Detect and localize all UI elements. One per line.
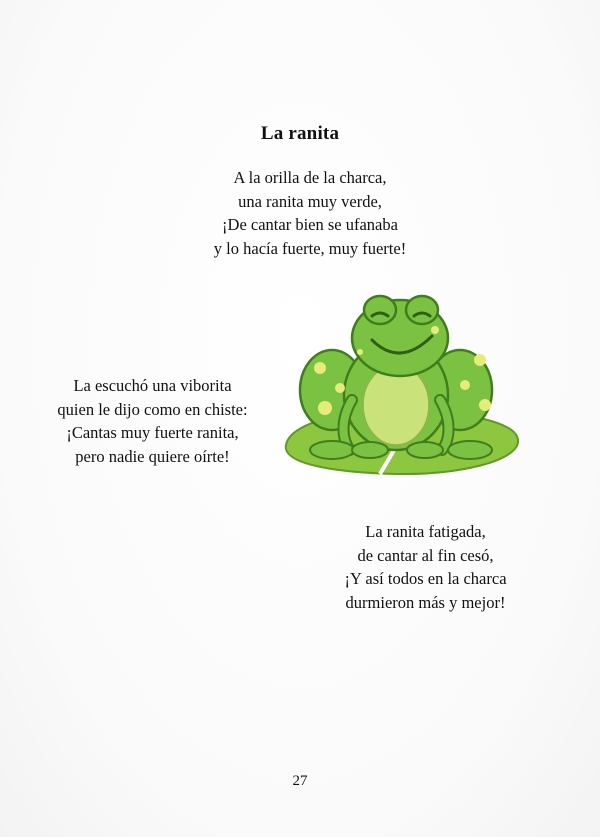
stanza-line: quien le dijo como en chiste:: [57, 399, 248, 419]
page-number: 27: [292, 773, 308, 789]
stanza-line: ¡Cantas muy fuerte ranita,: [66, 423, 239, 443]
stanza-line: La ranita fatigada,: [365, 522, 486, 541]
stanza-line: A la orilla de la charca,: [233, 168, 387, 187]
stanza-line: La escuchó una viborita: [73, 376, 232, 395]
stanza-line: ¡De cantar bien se ufanaba: [222, 215, 398, 235]
stanza-line: durmieron más y mejor!: [345, 592, 506, 612]
frog-on-lily-pad-icon: [280, 290, 525, 480]
stanza-line: y lo hacía fuerte, muy fuerte!: [213, 238, 407, 258]
stanza-line: ¡Y así todos en la charca: [344, 569, 507, 589]
poem-title: La ranita: [260, 123, 340, 144]
stanza-line: pero nadie quiere oírte!: [75, 446, 230, 466]
stanza-3: [318, 520, 533, 614]
stanza-line: de cantar al fin cesó,: [357, 545, 494, 565]
stanza-line: una ranita muy verde,: [238, 191, 382, 211]
stanza-1: [190, 166, 430, 260]
stanza-2: [40, 374, 265, 468]
